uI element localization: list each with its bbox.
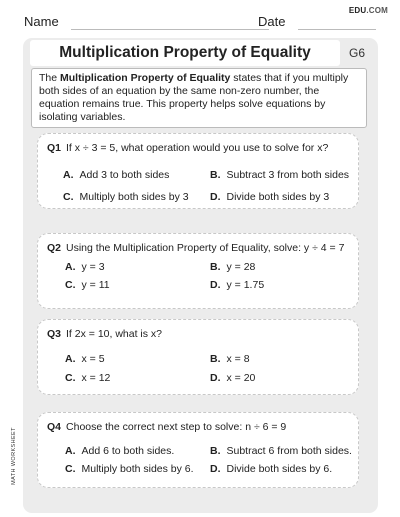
intro-pre: The bbox=[39, 72, 61, 84]
option-b[interactable] bbox=[210, 169, 349, 181]
option-text: Divide both sides by 6. bbox=[226, 463, 333, 475]
option-d[interactable] bbox=[210, 372, 255, 384]
option-letter: B. bbox=[210, 445, 221, 457]
option-text: Add 6 to both sides. bbox=[81, 445, 175, 457]
brand-name: EDU bbox=[348, 6, 367, 15]
question-text bbox=[47, 142, 328, 154]
option-text: Subtract 6 from both sides. bbox=[226, 445, 352, 457]
option-letter: D. bbox=[210, 191, 221, 203]
option-a[interactable] bbox=[65, 445, 174, 457]
option-d[interactable] bbox=[210, 279, 264, 291]
option-d[interactable] bbox=[210, 191, 329, 203]
name-line[interactable] bbox=[71, 29, 269, 30]
option-letter: A. bbox=[65, 353, 76, 365]
option-letter: D. bbox=[210, 279, 221, 291]
question-number: Q3 bbox=[47, 328, 62, 340]
question-prompt: If x ÷ 3 = 5, what operation would you use to solve for x? bbox=[66, 142, 329, 154]
option-letter: B. bbox=[210, 353, 221, 365]
question-prompt: If 2x = 10, what is x? bbox=[66, 328, 163, 340]
question-number: Q1 bbox=[47, 142, 62, 154]
option-b[interactable] bbox=[210, 353, 250, 365]
option-text: Multiply both sides by 6. bbox=[81, 463, 194, 475]
intro-body: states that if you multiply both sides of an equation by the same non-zero number, the equation remains true. This property helps solve equations by isolating variables. bbox=[39, 72, 349, 123]
option-text: Multiply both sides by 3 bbox=[79, 191, 189, 203]
option-a[interactable] bbox=[63, 169, 169, 181]
option-a[interactable] bbox=[65, 261, 105, 273]
option-letter: B. bbox=[210, 261, 221, 273]
option-b[interactable] bbox=[210, 445, 352, 457]
option-text: x = 20 bbox=[226, 372, 256, 384]
question-card-q4 bbox=[37, 412, 359, 488]
side-label: MATH WORKSHEET bbox=[11, 427, 17, 485]
option-letter: B. bbox=[210, 169, 221, 181]
question-text bbox=[47, 421, 286, 433]
question-prompt: Choose the correct next step to solve: n ÷ 6 = 9 bbox=[66, 421, 287, 433]
question-prompt: Using the Multiplication Property of Equality, solve: y ÷ 4 = 7 bbox=[66, 242, 345, 254]
option-text: Subtract 3 from both sides bbox=[226, 169, 350, 181]
option-text: Add 3 to both sides bbox=[79, 169, 170, 181]
question-number: Q4 bbox=[47, 421, 62, 433]
option-text: Divide both sides by 3 bbox=[226, 191, 330, 203]
question-card-q1 bbox=[37, 133, 359, 209]
option-text: x = 8 bbox=[226, 353, 250, 365]
grade-badge: G6 bbox=[348, 46, 365, 60]
option-text: y = 11 bbox=[81, 279, 110, 291]
question-number: Q2 bbox=[47, 242, 62, 254]
option-letter: C. bbox=[63, 191, 74, 203]
option-text: x = 12 bbox=[81, 372, 111, 384]
option-c[interactable] bbox=[65, 279, 110, 291]
date-label: Date bbox=[258, 14, 286, 29]
option-c[interactable] bbox=[63, 191, 189, 203]
name-date-row bbox=[24, 14, 376, 34]
worksheet-title: Multiplication Property of Equality bbox=[59, 44, 311, 61]
name-label: Name bbox=[24, 14, 59, 29]
option-letter: D. bbox=[210, 463, 221, 475]
question-text bbox=[47, 242, 344, 254]
question-card-q2 bbox=[37, 233, 359, 309]
intro-term: Multiplication Property of Equality bbox=[60, 72, 231, 84]
option-text: y = 28 bbox=[226, 261, 256, 273]
question-card-q3 bbox=[37, 319, 359, 395]
option-d[interactable] bbox=[210, 463, 332, 475]
brand-tld: .COM bbox=[366, 6, 388, 15]
option-text: x = 5 bbox=[81, 353, 105, 365]
option-letter: C. bbox=[65, 372, 76, 384]
option-letter: A. bbox=[63, 169, 74, 181]
option-letter: A. bbox=[65, 445, 76, 457]
option-letter: C. bbox=[65, 279, 76, 291]
option-a[interactable] bbox=[65, 353, 105, 365]
option-c[interactable] bbox=[65, 463, 194, 475]
option-b[interactable] bbox=[210, 261, 255, 273]
option-text: y = 3 bbox=[81, 261, 105, 273]
option-letter: C. bbox=[65, 463, 76, 475]
option-letter: D. bbox=[210, 372, 221, 384]
question-text bbox=[47, 328, 162, 340]
option-text: y = 1.75 bbox=[226, 279, 265, 291]
intro-box bbox=[31, 68, 367, 128]
option-letter: A. bbox=[65, 261, 76, 273]
option-c[interactable] bbox=[65, 372, 110, 384]
date-line[interactable] bbox=[298, 29, 376, 30]
title-bar bbox=[30, 40, 340, 66]
